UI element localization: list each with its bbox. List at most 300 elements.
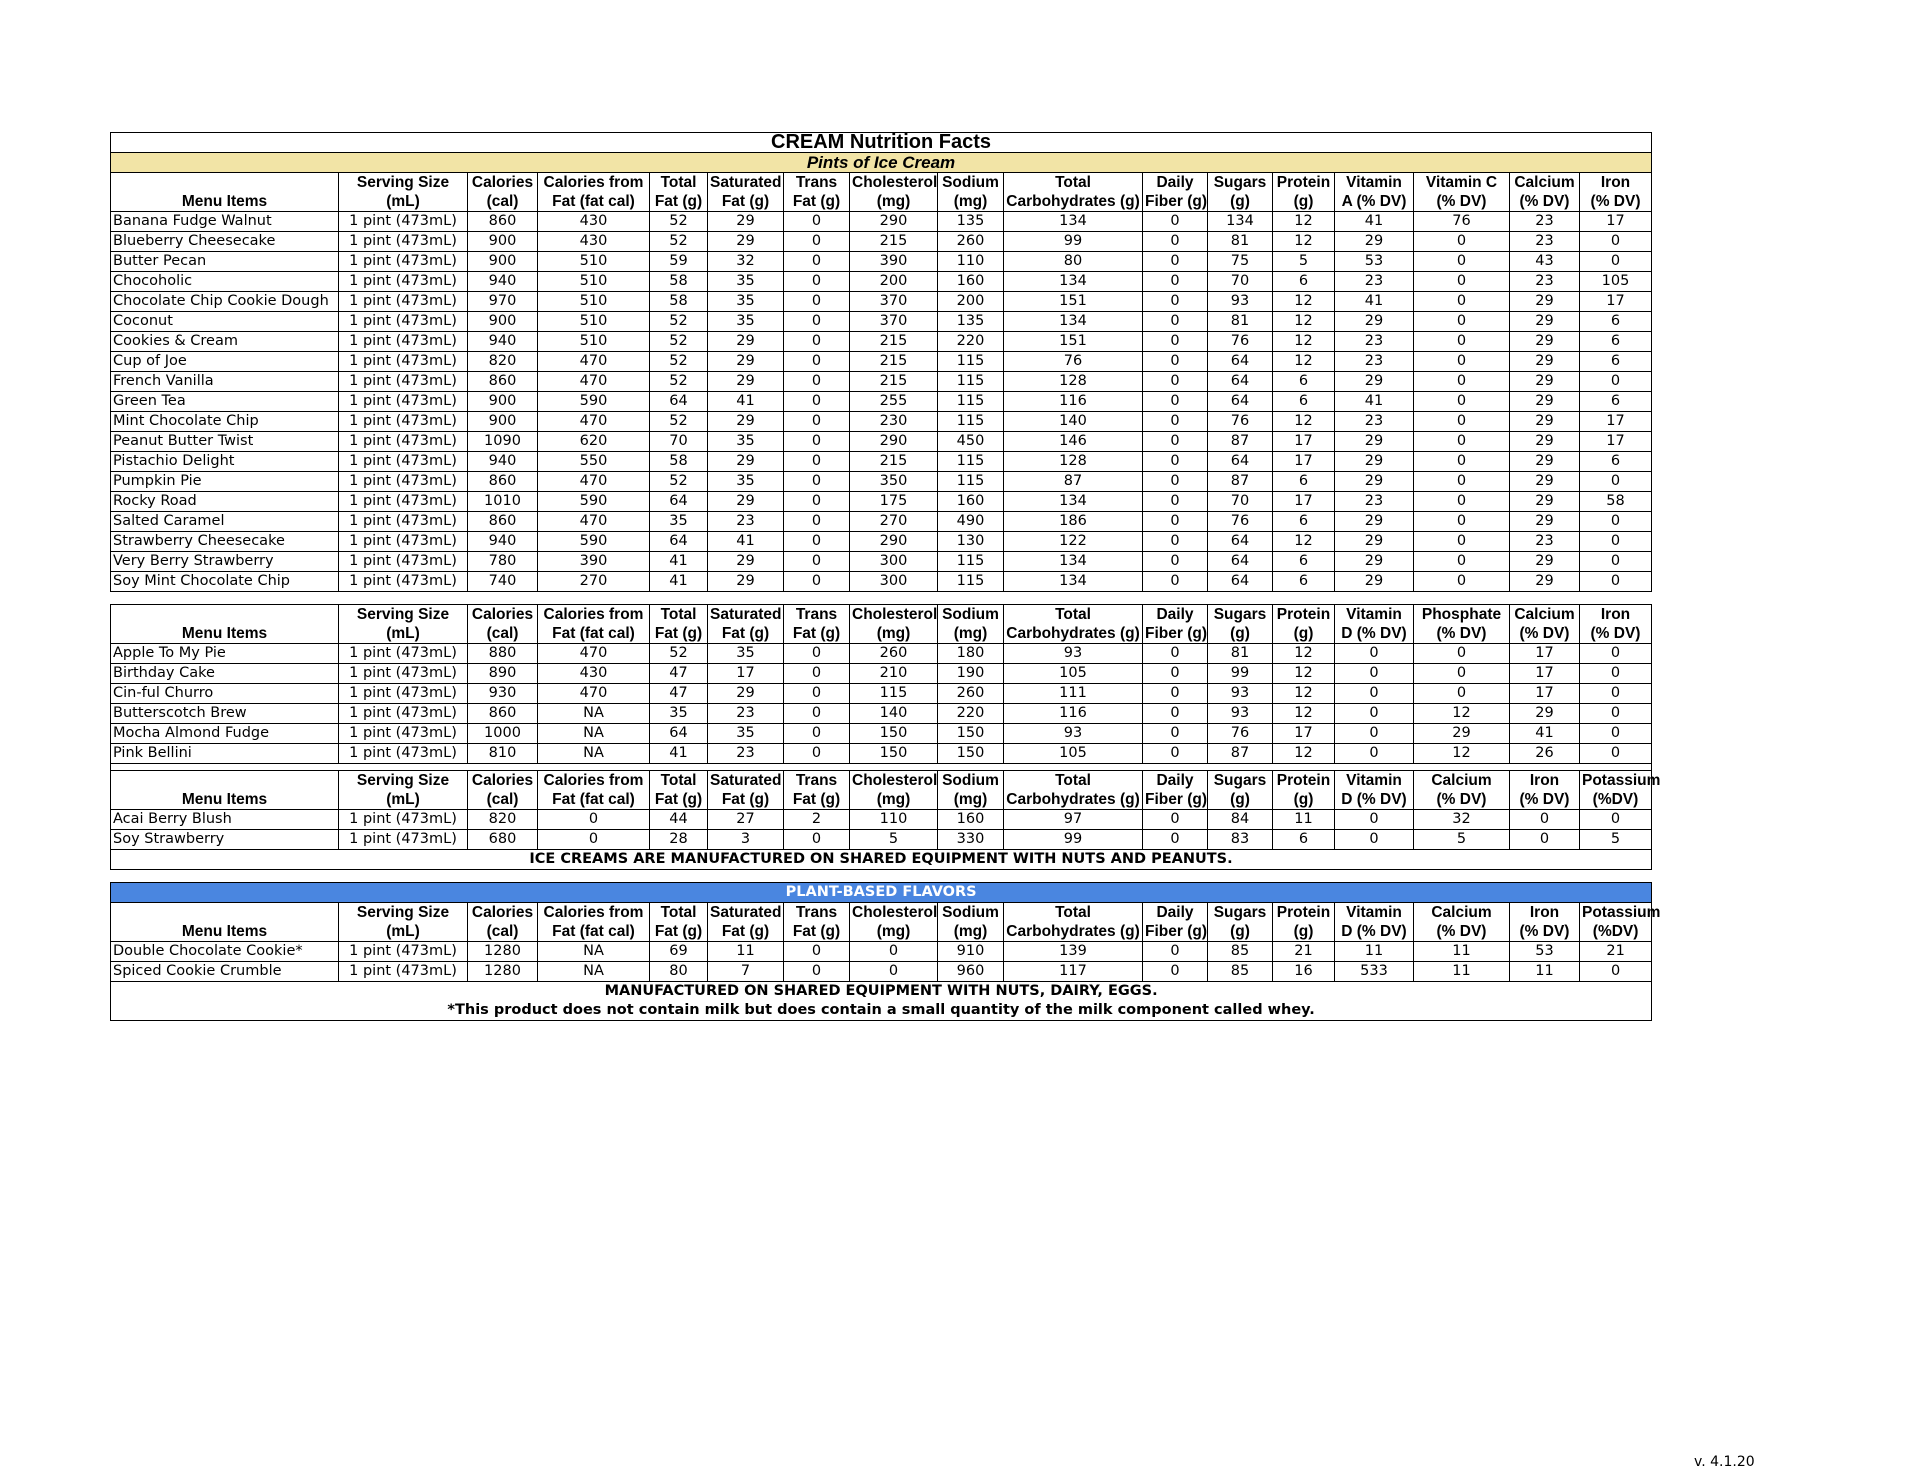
table-row — [111, 292, 1652, 312]
table-cell: 117 — [1004, 962, 1143, 982]
column-header-line: Fiber (g) — [1145, 923, 1207, 940]
table-cell: 0 — [784, 552, 850, 572]
column-header-line: Sodium — [942, 606, 999, 623]
column-header-line: Vitamin — [1346, 904, 1402, 921]
table-cell: 12 — [1273, 664, 1335, 684]
column-header-line: Vitamin — [1346, 606, 1402, 623]
table-cell: 6 — [1580, 392, 1652, 412]
table-cell: 29 — [1335, 452, 1414, 472]
table-cell: NA — [538, 942, 650, 962]
table-cell: 5 — [1580, 830, 1652, 850]
table-cell: 810 — [468, 744, 538, 764]
table-cell: 0 — [1580, 744, 1652, 764]
table-cell: 0 — [784, 704, 850, 724]
table-row — [111, 704, 1652, 724]
column-header-line: Calcium — [1431, 904, 1492, 921]
table-cell: 160 — [938, 492, 1004, 512]
table-cell: 470 — [538, 644, 650, 664]
column-header — [1335, 903, 1414, 942]
table-cell: 29 — [708, 212, 784, 232]
table-cell: 81 — [1208, 232, 1273, 252]
table-row — [111, 744, 1652, 764]
table-cell: 80 — [1004, 252, 1143, 272]
table-cell: 6 — [1273, 272, 1335, 292]
table-row — [111, 962, 1652, 982]
table-cell: 69 — [650, 942, 708, 962]
table-cell: 134 — [1004, 552, 1143, 572]
table-cell: 450 — [938, 432, 1004, 452]
table-cell: 64 — [1208, 372, 1273, 392]
column-header — [1335, 771, 1414, 810]
table-cell: 780 — [468, 552, 538, 572]
table-cell: 41 — [650, 552, 708, 572]
column-header — [784, 903, 850, 942]
table-cell: 29 — [1414, 724, 1510, 744]
menu-item-name: Birthday Cake — [111, 664, 339, 684]
table-cell: 140 — [850, 704, 938, 724]
table-cell: 1 pint (473mL) — [339, 412, 468, 432]
table-row — [111, 252, 1652, 272]
table-cell: 23 — [1335, 412, 1414, 432]
column-header — [339, 903, 468, 942]
table-cell: 35 — [650, 704, 708, 724]
column-header-line: Iron — [1600, 174, 1631, 191]
menu-item-name: Banana Fudge Walnut — [111, 212, 339, 232]
table-cell: 1 pint (473mL) — [339, 352, 468, 372]
table-cell: 0 — [784, 392, 850, 412]
table-cell: 29 — [1510, 704, 1580, 724]
table-cell: 470 — [538, 352, 650, 372]
table-cell: 1000 — [468, 724, 538, 744]
table-cell: 76 — [1208, 412, 1273, 432]
table-cell: 6 — [1580, 352, 1652, 372]
table-cell: 0 — [784, 332, 850, 352]
column-header-line: (g) — [1293, 193, 1314, 210]
table-cell: 11 — [1335, 942, 1414, 962]
table-cell: 0 — [1580, 704, 1652, 724]
table-cell: 70 — [1208, 492, 1273, 512]
column-header — [708, 903, 784, 942]
table-cell: 52 — [650, 332, 708, 352]
column-header-line: Fiber (g) — [1145, 791, 1207, 808]
table-cell: 0 — [1580, 512, 1652, 532]
table-row — [111, 472, 1652, 492]
table-cell: 0 — [1580, 472, 1652, 492]
table-row — [111, 272, 1652, 292]
column-header-line: Total — [1055, 606, 1091, 623]
column-header — [111, 771, 339, 810]
column-header — [1335, 173, 1414, 212]
table-cell: 17 — [1580, 212, 1652, 232]
table3-body — [111, 810, 1652, 850]
column-header-line: (g) — [1230, 923, 1250, 940]
table-cell: 134 — [1004, 572, 1143, 592]
table4-body — [111, 942, 1652, 982]
menu-item-name: Cin-ful Churro — [111, 684, 339, 704]
table-cell: 1 pint (473mL) — [339, 472, 468, 492]
table-cell: 940 — [468, 452, 538, 472]
column-header-line: (% DV) — [1519, 625, 1570, 642]
column-header-line: Sugars — [1213, 772, 1267, 789]
column-header-line: (g) — [1293, 791, 1314, 808]
table-row — [111, 942, 1652, 962]
menu-item-name: Acai Berry Blush — [111, 810, 339, 830]
table-cell: 1 pint (473mL) — [339, 372, 468, 392]
column-header-line: Fat (g) — [654, 193, 703, 210]
table-cell: 6 — [1273, 830, 1335, 850]
column-header-line: Daily — [1156, 606, 1194, 623]
table-cell: 590 — [538, 532, 650, 552]
table-cell: 115 — [938, 452, 1004, 472]
table-cell: 41 — [650, 572, 708, 592]
table-row — [111, 644, 1652, 664]
table-cell: 17 — [1580, 292, 1652, 312]
table-cell: 115 — [850, 684, 938, 704]
table-cell: 35 — [708, 292, 784, 312]
table-cell: 0 — [1414, 452, 1510, 472]
table-cell: 0 — [784, 830, 850, 850]
table-cell: 0 — [1143, 810, 1208, 830]
table-cell: 0 — [1143, 744, 1208, 764]
table-cell: 29 — [1510, 472, 1580, 492]
table-cell: 52 — [650, 372, 708, 392]
table-cell: 70 — [1208, 272, 1273, 292]
table-cell: 17 — [1510, 664, 1580, 684]
table-cell: 99 — [1004, 830, 1143, 850]
table-cell: 29 — [708, 372, 784, 392]
table-cell: 0 — [1580, 724, 1652, 744]
column-header-line: Calories from — [543, 772, 644, 789]
column-header — [1510, 903, 1580, 942]
table-cell: 16 — [1273, 962, 1335, 982]
column-header-line: D (% DV) — [1341, 625, 1407, 642]
table-cell: 29 — [1510, 552, 1580, 572]
column-header-line: Menu Items — [181, 791, 268, 808]
table-cell: 0 — [784, 684, 850, 704]
table-row — [111, 724, 1652, 744]
column-header — [468, 173, 538, 212]
table-cell: 0 — [1335, 684, 1414, 704]
table-cell: 70 — [650, 432, 708, 452]
table-cell: 17 — [1273, 452, 1335, 472]
table-cell: 430 — [538, 664, 650, 684]
table-cell: 0 — [1414, 352, 1510, 372]
table-cell: 87 — [1208, 472, 1273, 492]
table-cell: 1 pint (473mL) — [339, 724, 468, 744]
table-cell: 490 — [938, 512, 1004, 532]
column-header-line: Saturated — [710, 174, 782, 191]
column-header-line: Sugars — [1213, 606, 1267, 623]
table-row — [111, 684, 1652, 704]
column-header — [650, 173, 708, 212]
table-cell: 1 pint (473mL) — [339, 704, 468, 724]
table-cell: 6 — [1273, 512, 1335, 532]
table-cell: 0 — [784, 572, 850, 592]
table-cell: 200 — [938, 292, 1004, 312]
table-cell: 0 — [1414, 472, 1510, 492]
table-cell: 0 — [538, 810, 650, 830]
table-cell: 820 — [468, 810, 538, 830]
table-cell: 290 — [850, 432, 938, 452]
table-cell: 430 — [538, 232, 650, 252]
table-cell: 93 — [1004, 644, 1143, 664]
table-cell: 84 — [1208, 810, 1273, 830]
table-cell: 255 — [850, 392, 938, 412]
column-header-line: Trans — [795, 772, 838, 789]
column-header-line: (mg) — [876, 791, 911, 808]
table-cell: 122 — [1004, 532, 1143, 552]
table-cell: 93 — [1208, 292, 1273, 312]
table-cell: 0 — [1143, 292, 1208, 312]
table-cell: 52 — [650, 352, 708, 372]
column-header — [468, 903, 538, 942]
table-cell: 76 — [1208, 332, 1273, 352]
table-cell: 860 — [468, 472, 538, 492]
table-cell: 29 — [708, 452, 784, 472]
table-cell: 533 — [1335, 962, 1414, 982]
column-header-line: (% DV) — [1519, 791, 1570, 808]
version-label: v. 4.1.20 — [1694, 1454, 1755, 1470]
table-cell: 1280 — [468, 942, 538, 962]
plant-based-nutrition-table — [110, 882, 1661, 1021]
column-header — [1143, 771, 1208, 810]
column-header-line: (% DV) — [1590, 625, 1641, 642]
column-header-line: Total — [1055, 904, 1091, 921]
table-cell: 115 — [938, 372, 1004, 392]
column-header-line: (% DV) — [1436, 923, 1487, 940]
menu-item-name: Double Chocolate Cookie* — [111, 942, 339, 962]
table-cell: 0 — [784, 942, 850, 962]
column-header-line: (mg) — [953, 625, 988, 642]
menu-item-name: Soy Strawberry — [111, 830, 339, 850]
table-cell: 0 — [1143, 332, 1208, 352]
column-header-line: Daily — [1156, 772, 1194, 789]
table-cell: 290 — [850, 532, 938, 552]
table-cell: 220 — [938, 332, 1004, 352]
column-header — [784, 605, 850, 644]
table-cell: 35 — [650, 512, 708, 532]
table-cell: 41 — [650, 744, 708, 764]
table-cell: 83 — [1208, 830, 1273, 850]
table-cell: 23 — [1335, 332, 1414, 352]
table-cell: 1 pint (473mL) — [339, 684, 468, 704]
table-cell: 12 — [1273, 532, 1335, 552]
column-header-line: (mg) — [876, 625, 911, 642]
table-cell: 620 — [538, 432, 650, 452]
column-header — [339, 173, 468, 212]
menu-item-name: Soy Mint Chocolate Chip — [111, 572, 339, 592]
column-header-line: Sugars — [1213, 904, 1267, 921]
column-header-line: Fat (g) — [654, 923, 703, 940]
table-cell: 0 — [784, 664, 850, 684]
specialty-nutrition-table — [110, 604, 1652, 771]
column-header-line: Protein — [1276, 904, 1331, 921]
table-cell: 260 — [938, 684, 1004, 704]
table-cell: 900 — [468, 232, 538, 252]
table-cell: 510 — [538, 252, 650, 272]
menu-item-name: Butterscotch Brew — [111, 704, 339, 724]
table-cell: 1280 — [468, 962, 538, 982]
table-cell: 0 — [1143, 572, 1208, 592]
table-cell: 58 — [650, 452, 708, 472]
table-cell: 0 — [1580, 962, 1652, 982]
table-cell: 0 — [784, 412, 850, 432]
column-header-line: Serving Size — [356, 606, 450, 623]
table-cell: 11 — [1414, 962, 1510, 982]
table-cell: 27 — [708, 810, 784, 830]
column-header-line: Trans — [795, 174, 838, 191]
table-cell: 11 — [1273, 810, 1335, 830]
table-cell: 58 — [650, 292, 708, 312]
menu-item-name: Green Tea — [111, 392, 339, 412]
table-row — [111, 212, 1652, 232]
table-cell: 0 — [1143, 962, 1208, 982]
table-cell: 17 — [1580, 412, 1652, 432]
table-cell: 6 — [1273, 372, 1335, 392]
column-header-line: (mg) — [953, 791, 988, 808]
table-cell: 0 — [1143, 942, 1208, 962]
table-cell: 135 — [938, 212, 1004, 232]
menu-item-name: Apple To My Pie — [111, 644, 339, 664]
table-row — [111, 232, 1652, 252]
table-cell: NA — [538, 724, 650, 744]
table-cell: 64 — [650, 724, 708, 744]
table-cell: 12 — [1273, 312, 1335, 332]
table-cell: 0 — [784, 452, 850, 472]
table-cell: 29 — [1510, 292, 1580, 312]
table-cell: 105 — [1004, 664, 1143, 684]
column-header-line: Calories — [471, 772, 534, 789]
column-header-line: (% DV) — [1436, 791, 1487, 808]
table-cell: 860 — [468, 512, 538, 532]
section-subtitle: Pints of Ice Cream — [111, 153, 1652, 173]
table-cell: 1 pint (473mL) — [339, 232, 468, 252]
column-header-line: Daily — [1156, 174, 1194, 191]
table-cell: 115 — [938, 392, 1004, 412]
column-header-line: Calories from — [543, 174, 644, 191]
table-cell: 12 — [1273, 744, 1335, 764]
column-header-line: Calories from — [543, 606, 644, 623]
table-cell: 150 — [850, 744, 938, 764]
table-cell: 76 — [1414, 212, 1510, 232]
table-cell: 93 — [1004, 724, 1143, 744]
table-cell: 860 — [468, 372, 538, 392]
table-cell: 0 — [850, 942, 938, 962]
table-cell: 680 — [468, 830, 538, 850]
column-header-line: Cholesterol — [852, 606, 938, 623]
column-header-line: Fat (fat cal) — [552, 625, 635, 642]
table-cell: 590 — [538, 492, 650, 512]
table-cell: 0 — [784, 232, 850, 252]
table-cell: 93 — [1208, 704, 1273, 724]
table-cell: 6 — [1273, 472, 1335, 492]
table-cell: 17 — [708, 664, 784, 684]
column-header-line: D (% DV) — [1341, 791, 1407, 808]
menu-item-name: Butter Pecan — [111, 252, 339, 272]
menu-item-name: Pumpkin Pie — [111, 472, 339, 492]
table-cell: 134 — [1004, 492, 1143, 512]
table-cell: 17 — [1273, 724, 1335, 744]
table-cell: 140 — [1004, 412, 1143, 432]
column-header-line: Saturated — [710, 772, 782, 789]
column-header-line: Calcium — [1514, 174, 1575, 191]
column-header — [1580, 605, 1652, 644]
table-cell: 0 — [1143, 392, 1208, 412]
column-header-line: (g) — [1230, 791, 1250, 808]
table-cell: 29 — [1335, 572, 1414, 592]
table-cell: 510 — [538, 272, 650, 292]
table-cell: 0 — [1335, 810, 1414, 830]
table-cell: 290 — [850, 212, 938, 232]
menu-item-name: Mocha Almond Fudge — [111, 724, 339, 744]
table-cell: 29 — [1510, 452, 1580, 472]
column-header-line: Vitamin — [1346, 772, 1402, 789]
column-header — [1510, 771, 1580, 810]
column-header — [111, 605, 339, 644]
plant-based-banner: PLANT-BASED FLAVORS — [111, 883, 1652, 903]
table-cell: 76 — [1004, 352, 1143, 372]
column-header-line: Fat (fat cal) — [552, 193, 635, 210]
table-cell: 230 — [850, 412, 938, 432]
table-cell: 128 — [1004, 452, 1143, 472]
table-cell: 134 — [1004, 212, 1143, 232]
column-header-line: Total — [660, 904, 697, 921]
table-cell: 0 — [1414, 412, 1510, 432]
table-cell: 29 — [1510, 332, 1580, 352]
table-cell: 29 — [1335, 372, 1414, 392]
column-header-line: Carbohydrates (g) — [1006, 625, 1140, 642]
table-cell: 26 — [1510, 744, 1580, 764]
allergen-note: ICE CREAMS ARE MANUFACTURED ON SHARED EQUIPMENT WITH NUTS AND PEANUTS. — [111, 850, 1652, 870]
table-row — [111, 664, 1652, 684]
table-cell: 29 — [708, 332, 784, 352]
table-cell: 23 — [708, 704, 784, 724]
column-header — [1208, 903, 1273, 942]
table-cell: 11 — [1510, 962, 1580, 982]
column-header — [850, 771, 938, 810]
table-cell: 111 — [1004, 684, 1143, 704]
table-cell: 470 — [538, 472, 650, 492]
whey-footnote: *This product does not contain milk but does contain a small quantity of the milk component called whey. — [447, 1002, 1315, 1018]
table-cell: 29 — [1510, 492, 1580, 512]
column-header-line: Carbohydrates (g) — [1006, 193, 1140, 210]
table-cell: 0 — [1143, 552, 1208, 572]
column-header-line: Iron — [1529, 904, 1560, 921]
table-cell: 110 — [850, 810, 938, 830]
table-cell: 930 — [468, 684, 538, 704]
table-cell: 0 — [1143, 252, 1208, 272]
table-cell: 29 — [708, 684, 784, 704]
column-header-line: Iron — [1600, 606, 1631, 623]
table-cell: 0 — [1143, 352, 1208, 372]
column-header-line: Total — [660, 174, 697, 191]
table-cell: 5 — [1273, 252, 1335, 272]
menu-item-name: Blueberry Cheesecake — [111, 232, 339, 252]
column-header-line: (mL) — [386, 193, 420, 210]
table-cell: 1 pint (473mL) — [339, 272, 468, 292]
table-cell: 151 — [1004, 292, 1143, 312]
table-cell: 12 — [1273, 292, 1335, 312]
column-header — [538, 771, 650, 810]
column-header — [938, 605, 1004, 644]
menu-item-name: Peanut Butter Twist — [111, 432, 339, 452]
table-cell: 17 — [1510, 684, 1580, 704]
table-cell: 41 — [708, 392, 784, 412]
column-header-line: Serving Size — [356, 904, 450, 921]
table-cell: 0 — [784, 272, 850, 292]
column-header-line: Fat (g) — [792, 923, 841, 940]
table-cell: 1 pint (473mL) — [339, 572, 468, 592]
